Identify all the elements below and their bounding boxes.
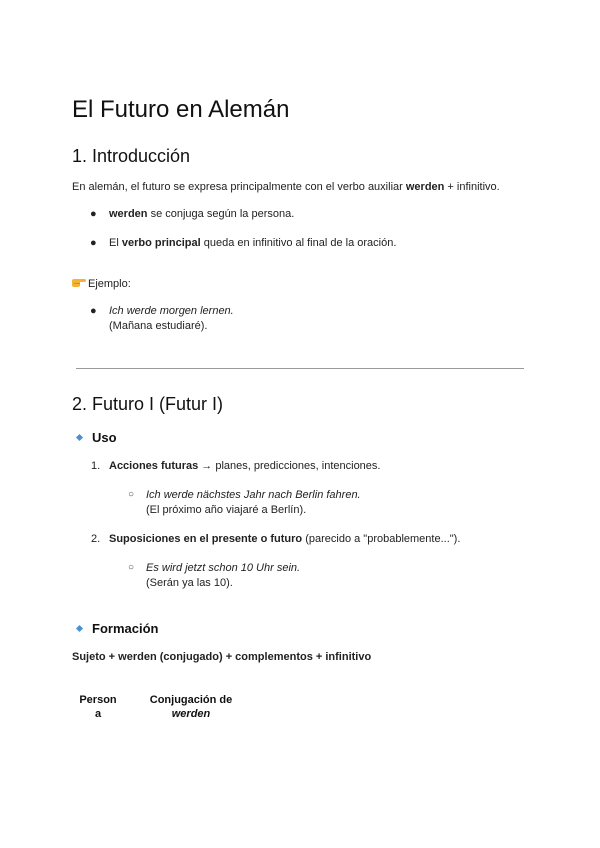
uso-item-1-example-spanish: (El próximo año viajaré a Berlín). [146, 504, 307, 516]
example-german: Ich werde morgen lernen. [109, 305, 234, 317]
example-label: Ejemplo: [88, 278, 131, 290]
example-spanish: (Mañana estudiaré). [109, 320, 208, 332]
bullet-icon: ● [90, 237, 97, 249]
pointing-hand-icon [72, 276, 86, 288]
table-header-persona: Person a [79, 694, 117, 720]
intro-bullet-2: El verbo principal queda en infinitivo al final de la oración. [109, 237, 397, 249]
formation-formula: Sujeto + werden (conjugado) + complementos + infinitivo [72, 651, 372, 663]
bullet-icon: ● [90, 208, 97, 220]
diamond-bullet-icon [76, 434, 83, 441]
section-divider [76, 368, 524, 369]
subheading-uso: Uso [92, 430, 117, 445]
uso-item-2-example-spanish: (Serán ya las 10). [146, 577, 233, 589]
list-number: 2. [91, 533, 101, 545]
uso-item-2-example-german: Es wird jetzt schon 10 Uhr sein. [146, 562, 301, 574]
sub-bullet-icon: ○ [128, 562, 135, 573]
page-title: El Futuro en Alemán [72, 96, 290, 123]
uso-item-1-example-german: Ich werde nächstes Jahr nach Berlin fahren. [146, 489, 361, 501]
uso-item-1: Acciones futuras → planes, predicciones, intenciones. [109, 460, 381, 472]
uso-item-2: Suposiciones en el presente o futuro (parecido a "probablemente..."). [109, 533, 461, 545]
list-number: 1. [91, 460, 101, 472]
subheading-formacion: Formación [92, 621, 159, 636]
section-heading-futur1: 2. Futuro I (Futur I) [72, 394, 224, 414]
bullet-icon: ● [90, 305, 97, 317]
sub-bullet-icon: ○ [128, 489, 135, 500]
diamond-bullet-icon [76, 625, 83, 632]
intro-paragraph: En alemán, el futuro se expresa principalmente con el verbo auxiliar werden + infinitivo. [72, 181, 500, 193]
table-header-conjugacion: Conjugación de werden [149, 694, 233, 720]
intro-bullet-1: werden se conjuga según la persona. [109, 208, 295, 220]
section-heading-intro: 1. Introducción [72, 146, 191, 166]
